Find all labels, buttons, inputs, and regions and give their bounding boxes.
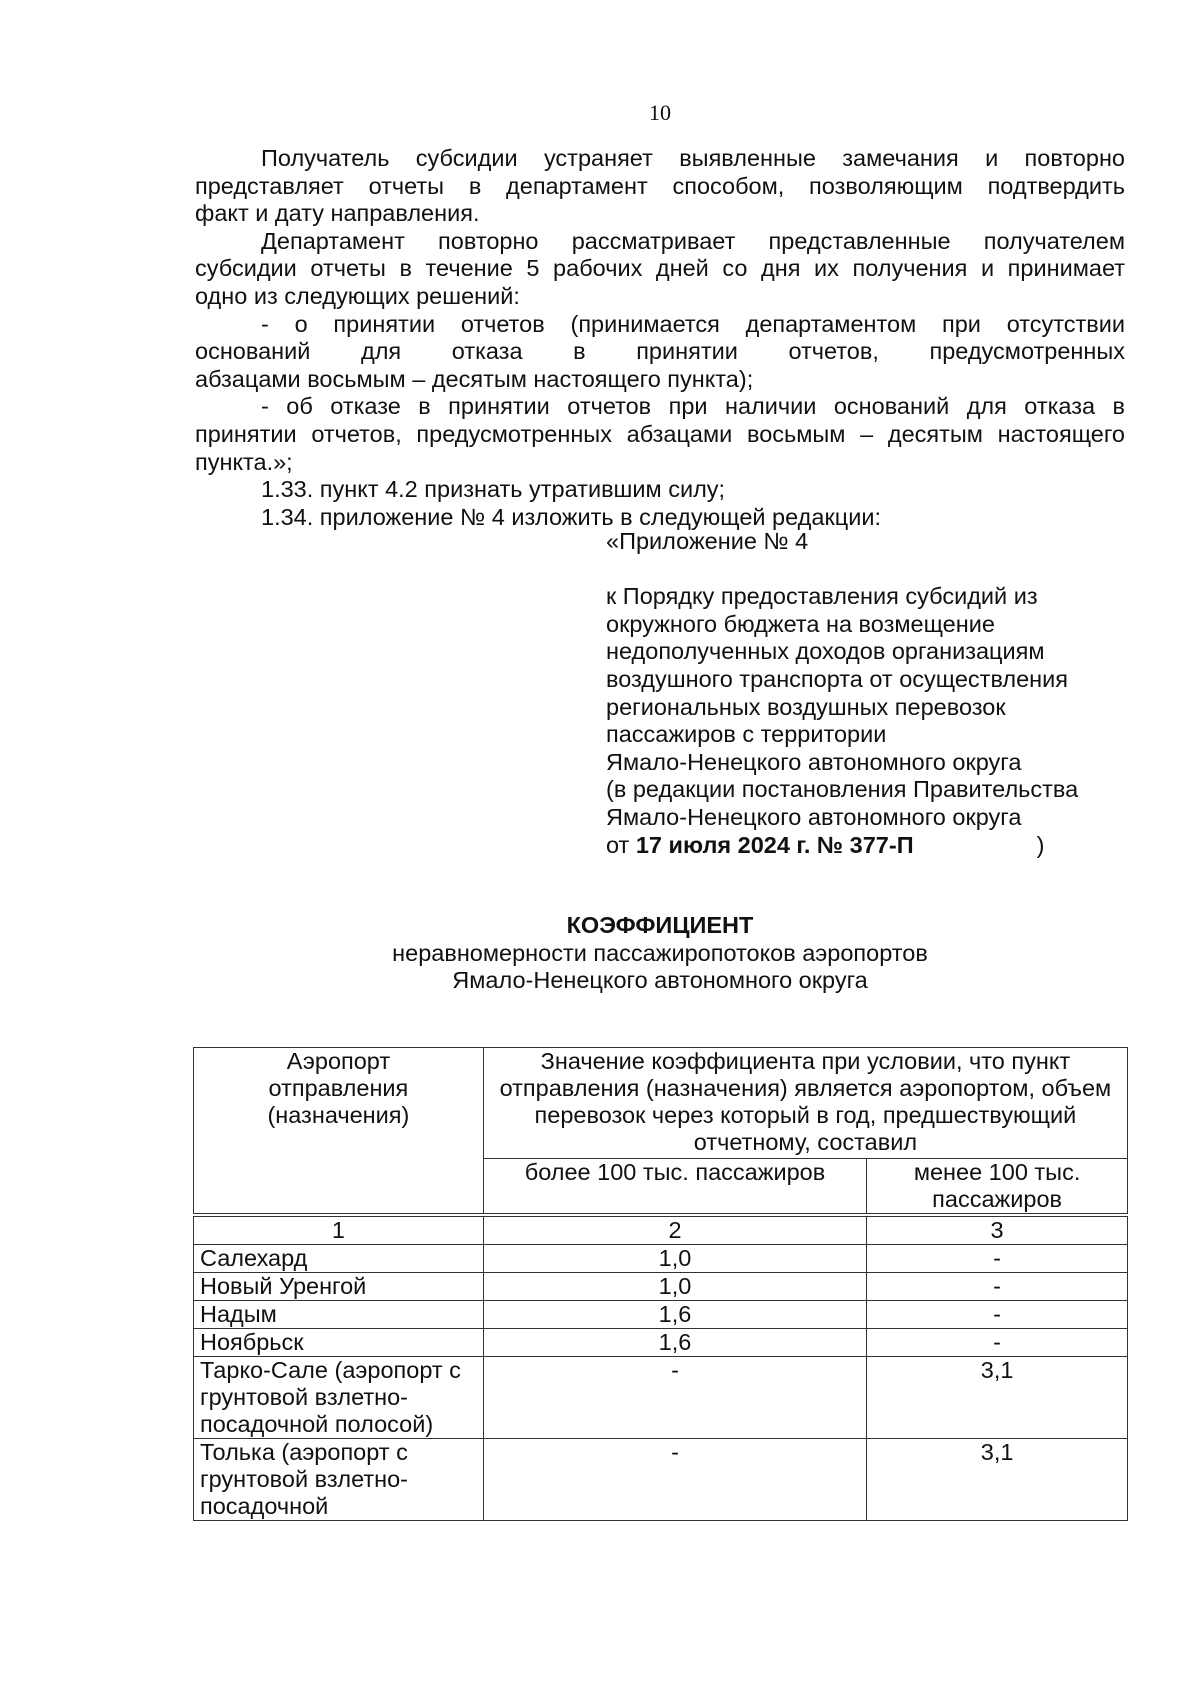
text-line: Получатель субсидии устраняет выявленные замечания и повторно	[261, 145, 1125, 171]
date-prefix: от	[606, 831, 630, 858]
appendix-line: недополученных доходов организациям	[606, 638, 1045, 665]
appendix-line: региональных воздушных перевозок	[606, 693, 1006, 720]
value-less: 3,1	[867, 1439, 1128, 1521]
appendix-line: к Порядку предоставления субсидий из	[606, 583, 1038, 610]
title-sub: Ямало-Ненецкого автономного округа	[452, 967, 868, 994]
title-main: КОЭФФИЦИЕНТ	[566, 912, 754, 938]
col-number: 1	[194, 1215, 484, 1245]
value-less: -	[867, 1245, 1128, 1273]
table-number-row	[194, 1215, 1128, 1245]
header-less: менее 100 тыс. пассажиров	[867, 1159, 1128, 1216]
col-number: 2	[483, 1215, 866, 1245]
airport-name: Салехард	[194, 1245, 484, 1273]
text-line: представляет отчеты в департамент способом, позволяющим подтвердить	[195, 172, 1125, 199]
text-line: факт и дату направления.	[195, 200, 480, 227]
table-row	[194, 1273, 1128, 1301]
appendix-date-line	[606, 832, 1078, 860]
value-more: 1,0	[483, 1245, 866, 1273]
text-line: пункта.»;	[195, 448, 293, 475]
resolution-date: 17 июля 2024 г. № 377-П	[635, 831, 914, 858]
text-line: - о принятии отчетов (принимается департаментом при отсутствии	[261, 310, 1125, 337]
page-number: 10	[649, 100, 671, 125]
text-line: принятии отчетов, предусмотренных абзацами восьмым – десятым настоящего	[195, 420, 1125, 447]
paragraph	[195, 311, 1125, 394]
header-more: более 100 тыс. пассажиров	[483, 1159, 866, 1216]
text-line: 1.33. пункт 4.2 признать утратившим силу;	[261, 476, 726, 503]
text-line: - об отказе в принятии отчетов при наличии оснований для отказа в	[261, 393, 1125, 420]
value-less: -	[867, 1273, 1128, 1301]
title-sub: неравномерности пассажиропотоков аэропортов	[392, 939, 928, 966]
text-line: одно из следующих решений:	[195, 282, 520, 309]
value-less: 3,1	[867, 1357, 1128, 1439]
appendix-header	[606, 528, 1078, 859]
value-less: -	[867, 1329, 1128, 1357]
appendix-line: Ямало-Ненецкого автономного округа	[606, 748, 1022, 775]
value-more: 1,6	[483, 1301, 866, 1329]
header-value: Значение коэффициента при условии, что пункт отправления (назначения) является аэропортом, объем перевозок через который в год, предшествующий отчетному, составил	[483, 1048, 1127, 1159]
text-line: оснований для отказа в принятии отчетов, предусмотренных	[195, 338, 1125, 365]
airport-name: Ноябрьск	[194, 1329, 484, 1357]
text-line: абзацами восьмым – десятым настоящего пункта);	[195, 365, 754, 392]
text-line: субсидии отчеты в течение 5 рабочих дней со дня их получения и принимает	[195, 255, 1125, 282]
table-row	[194, 1245, 1128, 1273]
appendix-line: воздушного транспорта от осуществления	[606, 665, 1069, 692]
header-airport: Аэропорт отправления (назначения)	[194, 1048, 484, 1216]
airport-name: Надым	[194, 1301, 484, 1329]
text-line: Департамент повторно рассматривает представленные получателем	[261, 227, 1125, 254]
col-number: 3	[867, 1215, 1128, 1245]
value-more: 1,6	[483, 1329, 866, 1357]
body-text	[195, 145, 1125, 531]
text-line: 1.34. приложение № 4 изложить в следующей редакции:	[261, 503, 881, 530]
table-row	[194, 1329, 1128, 1357]
airport-name: Тарко-Сале (аэропорт с грунтовой взлетно-посадочной полосой)	[194, 1357, 484, 1439]
airport-name: Новый Уренгой	[194, 1273, 484, 1301]
value-less: -	[867, 1301, 1128, 1329]
value-more: 1,0	[483, 1273, 866, 1301]
appendix-line: Ямало-Ненецкого автономного округа	[606, 803, 1022, 830]
appendix-heading: «Приложение № 4	[606, 528, 809, 554]
value-more: -	[483, 1357, 866, 1439]
paragraph	[195, 393, 1125, 476]
paragraph	[195, 145, 1125, 228]
appendix-line: пассажиров с территории	[606, 721, 887, 748]
table-row	[194, 1439, 1128, 1521]
value-more: -	[483, 1439, 866, 1521]
airport-name: Толька (аэропорт с грунтовой взлетно-посадочной	[194, 1439, 484, 1521]
table-header-row	[194, 1048, 1128, 1159]
appendix-line: (в редакции постановления Правительства	[606, 776, 1079, 803]
table-row	[194, 1357, 1128, 1439]
coefficient-table	[193, 1047, 1128, 1521]
closing-paren: )	[1036, 831, 1045, 858]
appendix-line: окружного бюджета на возмещение	[606, 610, 995, 637]
document-title	[0, 912, 1200, 995]
table-row	[194, 1301, 1128, 1329]
paragraph	[195, 228, 1125, 311]
